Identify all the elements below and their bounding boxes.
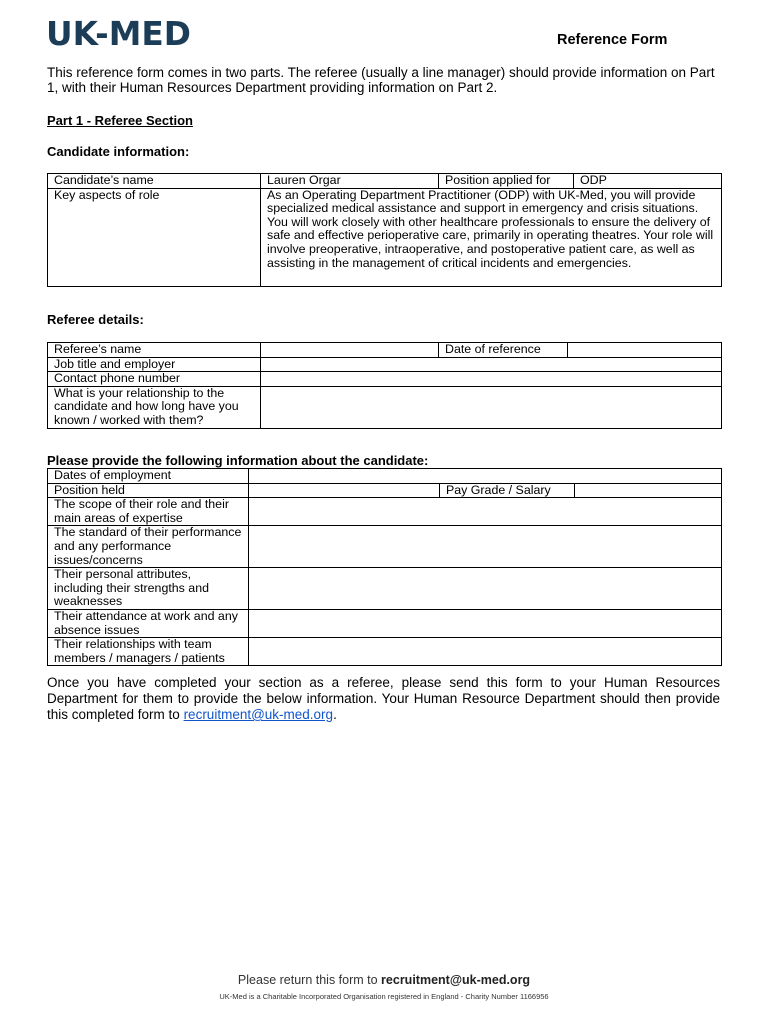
- footer-charity-line: UK-Med is a Charitable Incorporated Organisation registered in England - Charity Number 1166956: [219, 992, 549, 1001]
- footer-email: recruitment@uk-med.org: [381, 973, 531, 987]
- form-title: Reference Form: [557, 32, 668, 48]
- table-row: [48, 343, 722, 358]
- performance-label: The standard of their performance and any performance issues/concerns: [48, 526, 249, 568]
- table-row: [48, 386, 722, 428]
- part1-heading: Part 1 - Referee Section: [47, 113, 193, 128]
- relationship-label: What is your relationship to the candidate and how long have you known / worked with them?: [48, 386, 261, 428]
- table-row: [48, 174, 722, 189]
- dates-of-employment-field[interactable]: [249, 469, 722, 484]
- relationships-field[interactable]: [249, 638, 722, 666]
- referee-details-heading: Referee details:: [47, 312, 144, 327]
- dates-of-employment-label: Dates of employment: [48, 469, 249, 484]
- key-aspects-value[interactable]: As an Operating Department Practitioner (ODP) with UK-Med, you will provide specialized medical assistance and support in emergency and crisis situations. You will work closely with other healthcare professionals to ensure the delivery of safe and effective perioperative care, primarily in operating theatres. Your role will involve preoperative, intraoperative, and postoperative patient care, as well as assisting in the management of critical incidents and emergencies.: [261, 188, 722, 286]
- candidate-name-label: Candidate’s name: [48, 174, 261, 189]
- pay-grade-field[interactable]: [575, 483, 722, 498]
- table-row: [48, 638, 722, 666]
- attendance-label: Their attendance at work and any absence issues: [48, 609, 249, 637]
- position-applied-value[interactable]: ODP: [574, 174, 722, 189]
- candidate-table: [47, 173, 722, 287]
- candidate-info-heading: Candidate information:: [47, 144, 190, 159]
- table-row: [48, 469, 722, 484]
- table-row: [48, 568, 722, 610]
- contact-phone-field[interactable]: [261, 372, 722, 387]
- scope-field[interactable]: [249, 498, 722, 526]
- intro-paragraph: This reference form comes in two parts. The referee (usually a line manager) should provide information on Part 1, with their Human Resources Department providing information on Part 2.: [47, 65, 715, 95]
- recruitment-email-link[interactable]: recruitment@uk-med.org: [183, 707, 334, 722]
- employment-table: [47, 468, 722, 666]
- position-applied-label: Position applied for: [439, 174, 574, 189]
- outro-text: Once you have completed your section as a referee, please send this form to your Human Resources Department for them to provide the below information. Your Human Resource Department should then provide this completed form to: [47, 675, 720, 722]
- candidate-name-value[interactable]: Lauren Orgar: [261, 174, 439, 189]
- logo-text: UK-MED: [46, 14, 191, 48]
- table-row: [48, 483, 722, 498]
- referee-name-label: Referee’s name: [48, 343, 261, 358]
- key-aspects-label: Key aspects of role: [48, 188, 261, 286]
- position-held-label: Position held: [48, 483, 249, 498]
- job-title-label: Job title and employer: [48, 357, 261, 372]
- referee-table: [47, 342, 722, 429]
- table-row: [48, 372, 722, 387]
- table-row: [48, 609, 722, 637]
- position-held-field[interactable]: [249, 483, 440, 498]
- relationships-label: Their relationships with team members / managers / patients: [48, 638, 249, 666]
- uk-med-logo: [46, 14, 191, 48]
- referee-name-field[interactable]: [261, 343, 439, 358]
- performance-field[interactable]: [249, 526, 722, 568]
- candidate-details-heading: Please provide the following information about the candidate:: [47, 453, 429, 468]
- date-of-reference-field[interactable]: [568, 343, 722, 358]
- table-row: [48, 498, 722, 526]
- scope-label: The scope of their role and their main areas of expertise: [48, 498, 249, 526]
- relationship-field[interactable]: [261, 386, 722, 428]
- pay-grade-label: Pay Grade / Salary: [440, 483, 575, 498]
- job-title-field[interactable]: [261, 357, 722, 372]
- attributes-label: Their personal attributes, including their strengths and weaknesses: [48, 568, 249, 610]
- attendance-field[interactable]: [249, 609, 722, 637]
- outro-paragraph: [47, 675, 720, 723]
- contact-phone-label: Contact phone number: [48, 372, 261, 387]
- attributes-field[interactable]: [249, 568, 722, 610]
- footer-return-line: [0, 973, 768, 987]
- table-row: [48, 188, 722, 286]
- table-row: [48, 526, 722, 568]
- date-of-reference-label: Date of reference: [439, 343, 568, 358]
- footer-return-text: Please return this form to: [237, 973, 382, 987]
- table-row: [48, 357, 722, 372]
- outro-end: .: [333, 707, 337, 722]
